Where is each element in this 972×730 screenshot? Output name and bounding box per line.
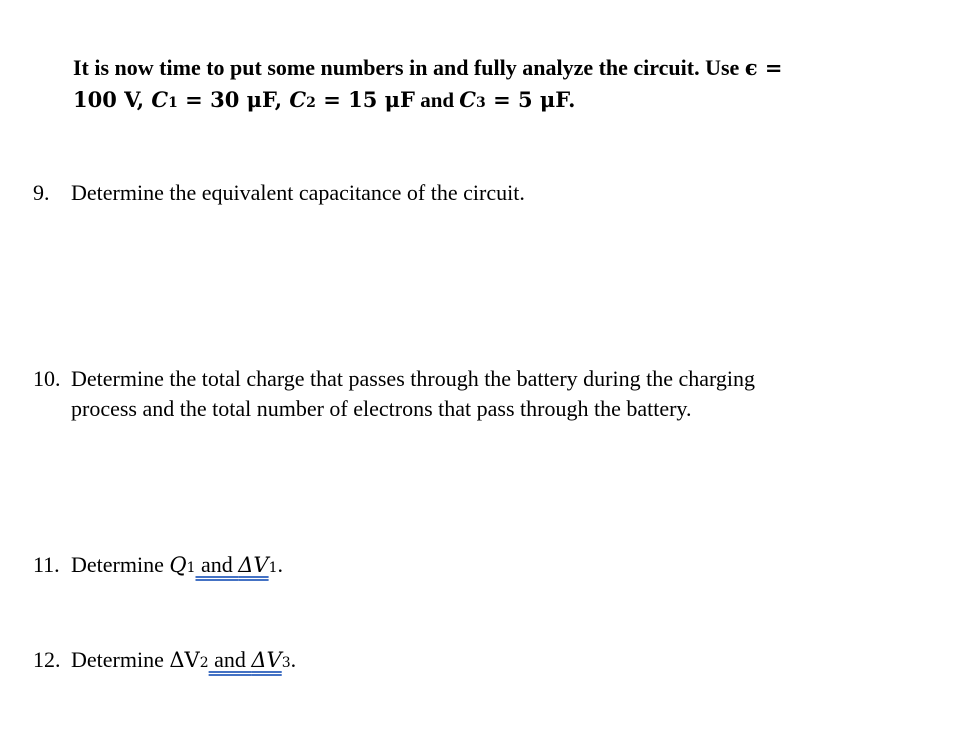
intro-line-2 xyxy=(73,84,953,119)
v3-subscript: 3 xyxy=(281,655,291,671)
question-11 xyxy=(33,550,283,583)
voltage-value: 100 V, xyxy=(73,87,152,112)
and-word: and xyxy=(208,647,252,672)
v1-subscript: 1 xyxy=(268,560,278,576)
and-underlined xyxy=(209,647,282,672)
v2-symbol: ΔV xyxy=(169,648,200,672)
question-10 xyxy=(33,364,755,424)
epsilon-symbol: ϵ = xyxy=(744,55,783,80)
and-word: and xyxy=(195,552,239,577)
question-12 xyxy=(33,645,296,678)
c1-subscript: 1 xyxy=(168,95,178,111)
q1-subscript: 1 xyxy=(186,560,196,576)
c2-subscript: 2 xyxy=(306,95,316,111)
v1-symbol: ΔV xyxy=(238,553,269,577)
intro-line-1 xyxy=(73,52,953,84)
and-underlined xyxy=(196,552,269,577)
q1-symbol: Q xyxy=(169,553,187,577)
question-number: 11. xyxy=(33,552,60,577)
v2-subscript: 2 xyxy=(199,655,209,671)
c2-value: = 15 μF xyxy=(315,87,415,112)
question-end: . xyxy=(277,552,284,577)
and-word: and xyxy=(414,88,460,112)
question-text-line-2: process and the total number of electrons that pass through the battery. xyxy=(71,396,692,421)
c3-value: = 5 μF. xyxy=(485,87,576,112)
c1-symbol: C xyxy=(151,87,169,112)
question-text: Determine xyxy=(71,552,170,577)
c3-symbol: C xyxy=(459,87,477,112)
question-end: . xyxy=(290,647,297,672)
intro-text: It is now time to put some numbers in and fully analyze the circuit. Use xyxy=(73,55,745,80)
question-text: Determine xyxy=(71,647,170,672)
question-9 xyxy=(33,178,525,208)
question-text-line-1: Determine the total charge that passes through the battery during the charging xyxy=(71,366,756,391)
v3-symbol: ΔV xyxy=(251,648,282,672)
intro-paragraph xyxy=(73,52,953,119)
question-number: 12. xyxy=(33,647,61,672)
question-text: Determine the equivalent capacitance of the circuit. xyxy=(71,180,525,205)
c3-subscript: 3 xyxy=(476,95,486,111)
question-number: 9. xyxy=(33,180,50,205)
question-number: 10. xyxy=(33,366,61,391)
c1-value: = 30 μF, xyxy=(177,87,290,112)
c2-symbol: C xyxy=(289,87,307,112)
